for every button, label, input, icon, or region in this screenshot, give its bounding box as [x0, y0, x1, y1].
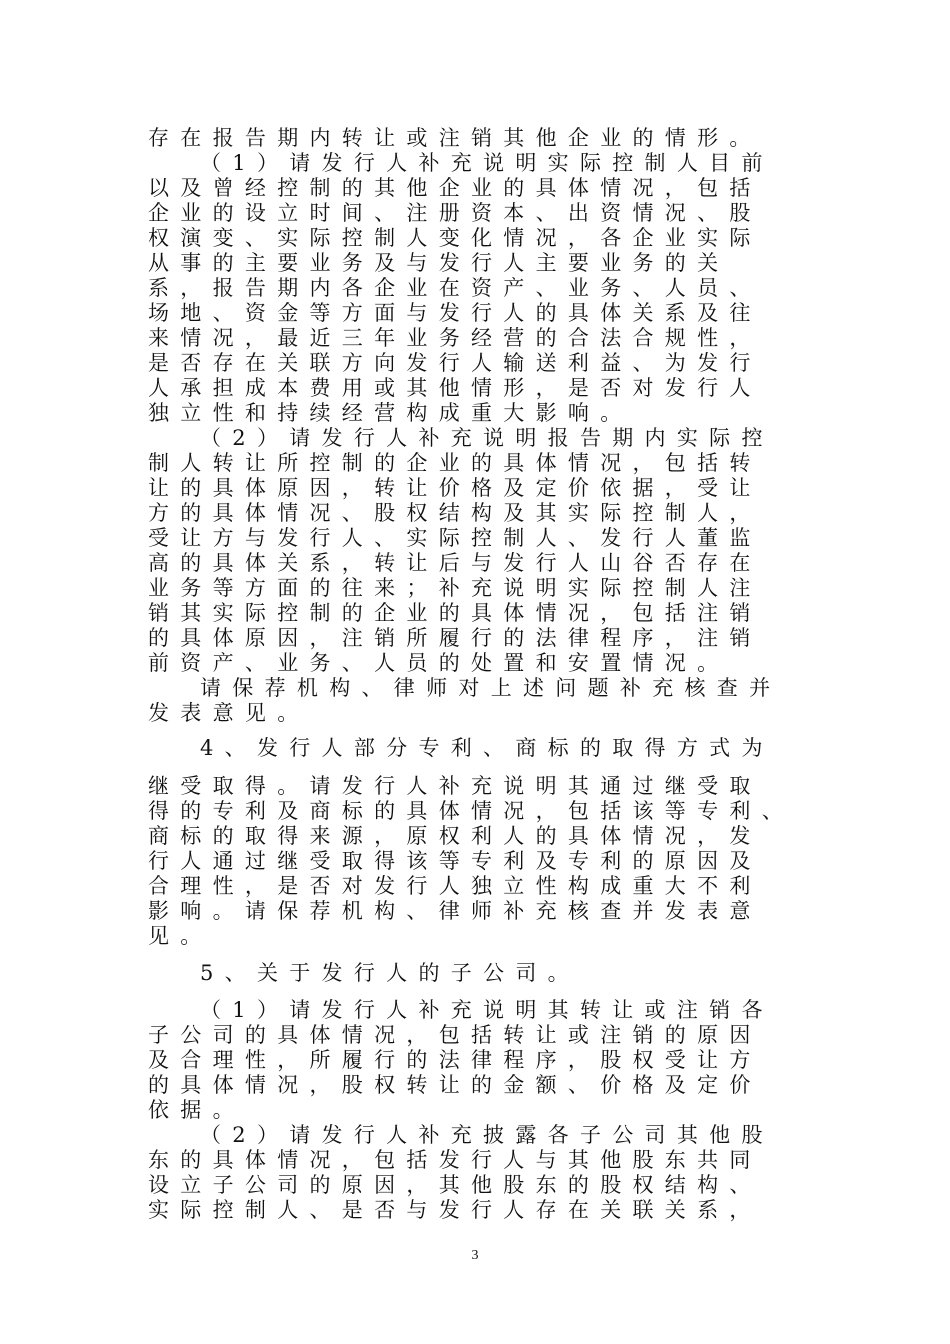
text-line: 销其实际控制的企业的具体情况，包括注销: [148, 601, 762, 625]
text-line: 是否存在关联方向发行人输送利益、为发行: [148, 351, 762, 375]
text-line: 存在报告期内转让或注销其他企业的情形。: [148, 126, 762, 150]
text-line: 受让方与发行人、实际控制人、发行人董监: [148, 526, 762, 550]
text-line: 依据。: [148, 1098, 245, 1122]
text-line: 方的具体情况、股权结构及其实际控制人，: [148, 501, 762, 525]
text-line: 的具体情况，股权转让的金额、价格及定价: [148, 1073, 762, 1097]
text-line: 及合理性，所履行的法律程序，股权受让方: [148, 1048, 762, 1072]
text-line: 子公司的具体情况，包括转让或注销的原因: [148, 1023, 762, 1047]
text-line: 东的具体情况，包括发行人与其他股东共同: [148, 1148, 762, 1172]
text-line: （1）请发行人补充说明实际控制人目前: [200, 151, 774, 175]
text-line: 从事的主要业务及与发行人主要业务的关: [148, 251, 730, 275]
section-heading: 5、关于发行人的子公司。: [200, 961, 580, 985]
text-line: 继受取得。请发行人补充说明其通过继受取: [148, 774, 762, 798]
text-line: （2）请发行人补充说明报告期内实际控: [200, 426, 774, 450]
text-line: 4、发行人部分专利、商标的取得方式为: [200, 736, 774, 760]
text-line: 得的专利及商标的具体情况，包括该等专利、: [148, 799, 794, 823]
text-line: 让的具体原因，转让价格及定价依据，受让: [148, 476, 762, 500]
text-line: 高的具体关系，转让后与发行人山谷否存在: [148, 551, 762, 575]
text-line: 独立性和持续经营构成重大影响。: [148, 401, 633, 425]
text-line: 设立子公司的原因，其他股东的股权结构、: [148, 1173, 762, 1197]
text-line: （1）请发行人补充说明其转让或注销各: [200, 998, 774, 1022]
text-line: 见。: [148, 924, 213, 948]
text-line: 以及曾经控制的其他企业的具体情况，包括: [148, 176, 762, 200]
text-line: （2）请发行人补充披露各子公司其他股: [200, 1123, 774, 1147]
text-line: 请保荐机构、律师对上述问题补充核查并: [200, 676, 782, 700]
text-line: 场地、资金等方面与发行人的具体关系及往: [148, 301, 762, 325]
text-line: 商标的取得来源，原权利人的具体情况，发: [148, 824, 762, 848]
text-line: 发表意见。: [148, 701, 310, 725]
text-line: 业务等方面的往来；补充说明实际控制人注: [148, 576, 762, 600]
text-line: 系，报告期内各企业在资产、业务、人员、: [148, 276, 762, 300]
text-line: 的具体原因，注销所履行的法律程序，注销: [148, 626, 762, 650]
page-number: 3: [471, 1248, 479, 1263]
text-line: 前资产、业务、人员的处置和安置情况。: [148, 651, 730, 675]
text-line: 权演变、实际控制人变化情况，各企业实际: [148, 226, 762, 250]
text-line: 合理性，是否对发行人独立性构成重大不利: [148, 874, 762, 898]
text-line: 行人通过继受取得该等专利及专利的原因及: [148, 849, 762, 873]
text-line: 实际控制人、是否与发行人存在关联关系，: [148, 1198, 762, 1222]
text-line: 影响。请保荐机构、律师补充核查并发表意: [148, 899, 762, 923]
text-line: 来情况，最近三年业务经营的合法合规性，: [148, 326, 762, 350]
text-line: 人承担成本费用或其他情形，是否对发行人: [148, 376, 762, 400]
text-line: 制人转让所控制的企业的具体情况，包括转: [148, 451, 762, 475]
text-line: 企业的设立时间、注册资本、出资情况、股: [148, 201, 762, 225]
